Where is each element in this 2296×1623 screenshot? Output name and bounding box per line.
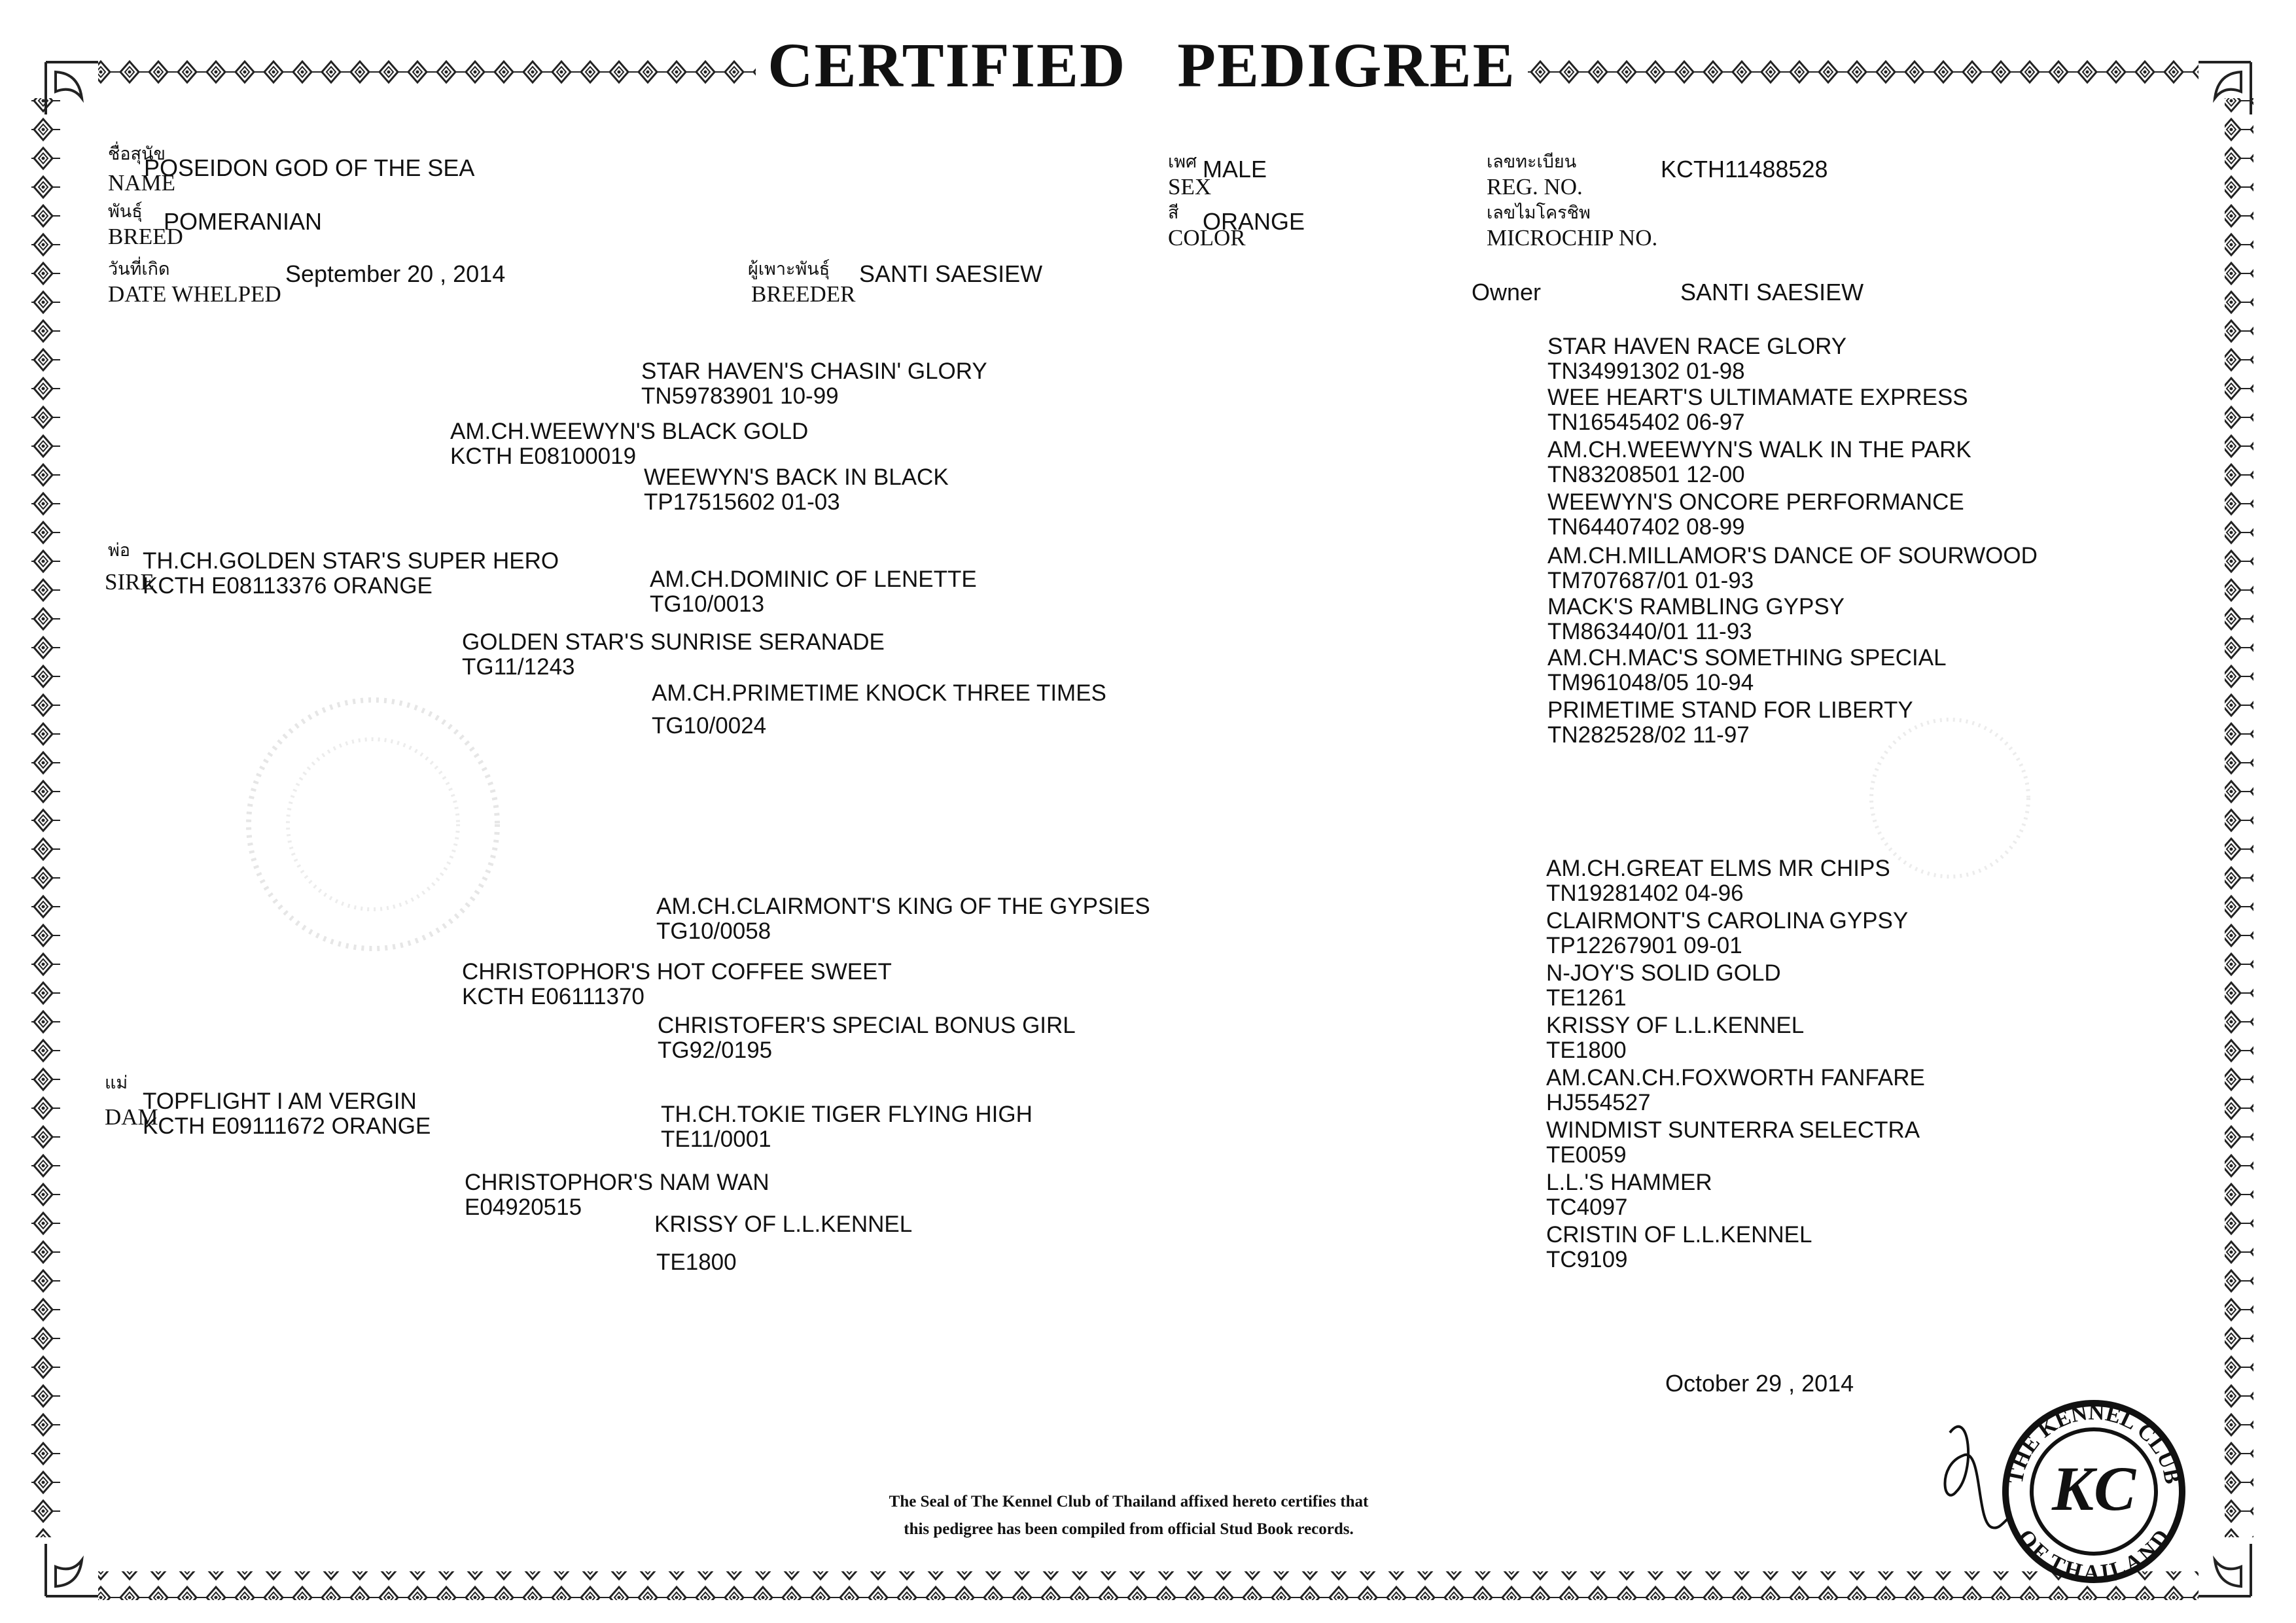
great-grandparent-reg: TG92/0195 bbox=[658, 1038, 773, 1063]
great-grandparent-reg: TG10/0024 bbox=[652, 713, 767, 739]
certification-line: The Seal of The Kennel Club of Thailand affixed hereto certifies that bbox=[889, 1493, 1369, 1510]
grandparent-name: GOLDEN STAR'S SUNRISE SERANADE bbox=[462, 629, 885, 655]
gg-grandparent-name: WINDMIST SUNTERRA SELECTRA bbox=[1546, 1117, 1920, 1143]
gg-grandparent-name: L.L.'S HAMMER bbox=[1546, 1170, 1712, 1195]
certificate-title: CERTIFIED PEDIGREE bbox=[756, 26, 1528, 105]
grandparent-name: AM.CH.WEEWYN'S BLACK GOLD bbox=[450, 419, 809, 444]
great-grandparent-name: TH.CH.TOKIE TIGER FLYING HIGH bbox=[661, 1102, 1033, 1127]
dog-name: POSEIDON GOD OF THE SEA bbox=[144, 154, 475, 181]
breeder-value: SANTI SAESIEW bbox=[859, 260, 1043, 287]
gg-grandparent-name: MACK'S RAMBLING GYPSY bbox=[1547, 594, 1845, 620]
great-grandparent-name: KRISSY OF L.L.KENNEL bbox=[654, 1212, 913, 1237]
seal-monogram: KC bbox=[2051, 1454, 2136, 1524]
certification-statement bbox=[785, 1488, 1472, 1543]
dam-name: TOPFLIGHT I AM VERGIN bbox=[143, 1089, 417, 1114]
breed-label-thai: พันธุ์ bbox=[108, 201, 143, 222]
microchip-label-thai: เลขไมโครชิพ bbox=[1487, 203, 1591, 223]
great-grandparent-name: AM.CH.CLAIRMONT'S KING OF THE GYPSIES bbox=[656, 894, 1150, 919]
great-grandparent-reg: TE11/0001 bbox=[661, 1126, 771, 1152]
gg-grandparent-reg: TM961048/05 10-94 bbox=[1547, 670, 1754, 695]
great-grandparent-reg: TN59783901 10-99 bbox=[641, 383, 839, 409]
gg-grandparent-name: CRISTIN OF L.L.KENNEL bbox=[1546, 1222, 1812, 1248]
gg-grandparent-reg: TN34991302 01-98 bbox=[1547, 358, 1745, 384]
gg-grandparent-reg: TP12267901 09-01 bbox=[1546, 933, 1742, 958]
color-value: ORANGE bbox=[1203, 208, 1305, 235]
seal-top-text: THE KENNEL CLUB bbox=[2003, 1400, 2185, 1486]
sex-label-thai: เพศ bbox=[1168, 152, 1197, 172]
dam-reg: KCTH E09111672 ORANGE bbox=[143, 1113, 431, 1139]
name-label-thai: ชื่อสุนัข bbox=[108, 144, 166, 164]
gg-grandparent-reg: TN19281402 04-96 bbox=[1546, 881, 1744, 906]
gg-grandparent-reg: TN282528/02 11-97 bbox=[1547, 722, 1750, 748]
sire-reg: KCTH E08113376 ORANGE bbox=[143, 573, 433, 599]
reg-label: REG. NO. bbox=[1487, 174, 1583, 200]
color-label: COLOR bbox=[1168, 225, 1246, 251]
certification-line: this pedigree has been compiled from official Stud Book records. bbox=[904, 1520, 1354, 1538]
gg-grandparent-reg: TE1261 bbox=[1546, 985, 1627, 1011]
gg-grandparent-reg: TC9109 bbox=[1546, 1247, 1628, 1272]
gg-grandparent-name: CLAIRMONT'S CAROLINA GYPSY bbox=[1546, 908, 1909, 934]
dob-label: DATE WHELPED bbox=[108, 281, 281, 307]
gg-grandparent-name: KRISSY OF L.L.KENNEL bbox=[1546, 1013, 1805, 1038]
issue-date: October 29 , 2014 bbox=[1665, 1370, 1854, 1397]
gg-grandparent-reg: TN83208501 12-00 bbox=[1547, 462, 1745, 487]
gg-grandparent-reg: TM863440/01 11-93 bbox=[1547, 619, 1752, 644]
great-grandparent-reg: TP17515602 01-03 bbox=[644, 489, 840, 515]
great-grandparent-reg: TG10/0013 bbox=[650, 591, 765, 617]
color-label-thai: สี bbox=[1168, 203, 1179, 223]
grandparent-reg: E04920515 bbox=[465, 1195, 582, 1220]
gg-grandparent-name: PRIMETIME STAND FOR LIBERTY bbox=[1547, 697, 1913, 723]
gg-grandparent-name: WEEWYN'S ONCORE PERFORMANCE bbox=[1547, 489, 1964, 515]
gg-grandparent-name: AM.CH.MAC'S SOMETHING SPECIAL bbox=[1547, 645, 1947, 671]
breed-label: BREED bbox=[108, 224, 183, 249]
dob-label-thai: วันที่เกิด bbox=[108, 259, 170, 279]
gg-grandparent-name: AM.CH.GREAT ELMS MR CHIPS bbox=[1546, 856, 1890, 881]
great-grandparent-name: STAR HAVEN'S CHASIN' GLORY bbox=[641, 358, 987, 384]
sex-value: MALE bbox=[1203, 156, 1267, 183]
gg-grandparent-reg: TE1800 bbox=[1546, 1038, 1627, 1063]
gg-grandparent-reg: TC4097 bbox=[1546, 1195, 1628, 1220]
reg-label-thai: เลขทะเบียน bbox=[1487, 152, 1577, 172]
name-label: NAME bbox=[108, 170, 176, 196]
grandparent-name: CHRISTOPHOR'S HOT COFFEE SWEET bbox=[462, 959, 892, 985]
dam-label-thai: แม่ bbox=[105, 1073, 128, 1093]
gg-grandparent-reg: HJ554527 bbox=[1546, 1090, 1651, 1115]
sex-label: SEX bbox=[1168, 174, 1212, 200]
great-grandparent-name: AM.CH.DOMINIC OF LENETTE bbox=[650, 567, 977, 592]
dam-label: DAM bbox=[105, 1104, 158, 1130]
owner-value: SANTI SAESIEW bbox=[1680, 279, 1864, 305]
breeder-label-thai: ผู้เพาะพันธุ์ bbox=[748, 259, 830, 279]
gg-grandparent-name: AM.CH.WEEWYN'S WALK IN THE PARK bbox=[1547, 437, 1971, 462]
grandparent-reg: KCTH E08100019 bbox=[450, 444, 637, 469]
gg-grandparent-reg: TE0059 bbox=[1546, 1142, 1627, 1168]
gg-grandparent-name: AM.CAN.CH.FOXWORTH FANFARE bbox=[1546, 1065, 1925, 1091]
gg-grandparent-reg: TM707687/01 01-93 bbox=[1547, 568, 1754, 593]
sire-label-thai: พ่อ bbox=[108, 540, 131, 561]
gg-grandparent-name: STAR HAVEN RACE GLORY bbox=[1547, 334, 1847, 359]
grandparent-reg: TG11/1243 bbox=[462, 654, 575, 680]
gg-grandparent-name: N-JOY'S SOLID GOLD bbox=[1546, 960, 1781, 986]
gg-grandparent-reg: TN16545402 06-97 bbox=[1547, 410, 1745, 435]
breed-value: POMERANIAN bbox=[164, 208, 323, 235]
seal-bottom-text: OF THAILAND bbox=[2013, 1525, 2175, 1583]
gg-grandparent-name: WEE HEART'S ULTIMAMATE EXPRESS bbox=[1547, 385, 1968, 410]
dob-value: September 20 , 2014 bbox=[285, 260, 506, 287]
great-grandparent-name: AM.CH.PRIMETIME KNOCK THREE TIMES bbox=[652, 680, 1106, 706]
reg-value: KCTH11488528 bbox=[1661, 156, 1828, 183]
microchip-label: MICROCHIP NO. bbox=[1487, 225, 1658, 251]
gg-grandparent-reg: TN64407402 08-99 bbox=[1547, 514, 1745, 540]
sire-label: SIRE bbox=[105, 569, 154, 595]
kennel-club-seal bbox=[1930, 1393, 2192, 1583]
grandparent-reg: KCTH E06111370 bbox=[462, 984, 645, 1009]
gg-grandparent-name: AM.CH.MILLAMOR'S DANCE OF SOURWOOD bbox=[1547, 543, 2038, 568]
grandparent-name: CHRISTOPHOR'S NAM WAN bbox=[465, 1170, 769, 1195]
great-grandparent-name: CHRISTOFER'S SPECIAL BONUS GIRL bbox=[658, 1013, 1076, 1038]
owner-label: Owner bbox=[1472, 279, 1542, 305]
great-grandparent-name: WEEWYN'S BACK IN BLACK bbox=[644, 464, 949, 490]
great-grandparent-reg: TE1800 bbox=[656, 1249, 737, 1275]
great-grandparent-reg: TG10/0058 bbox=[656, 918, 771, 944]
sire-name: TH.CH.GOLDEN STAR'S SUPER HERO bbox=[143, 548, 559, 574]
breeder-label: BREEDER bbox=[751, 281, 856, 307]
